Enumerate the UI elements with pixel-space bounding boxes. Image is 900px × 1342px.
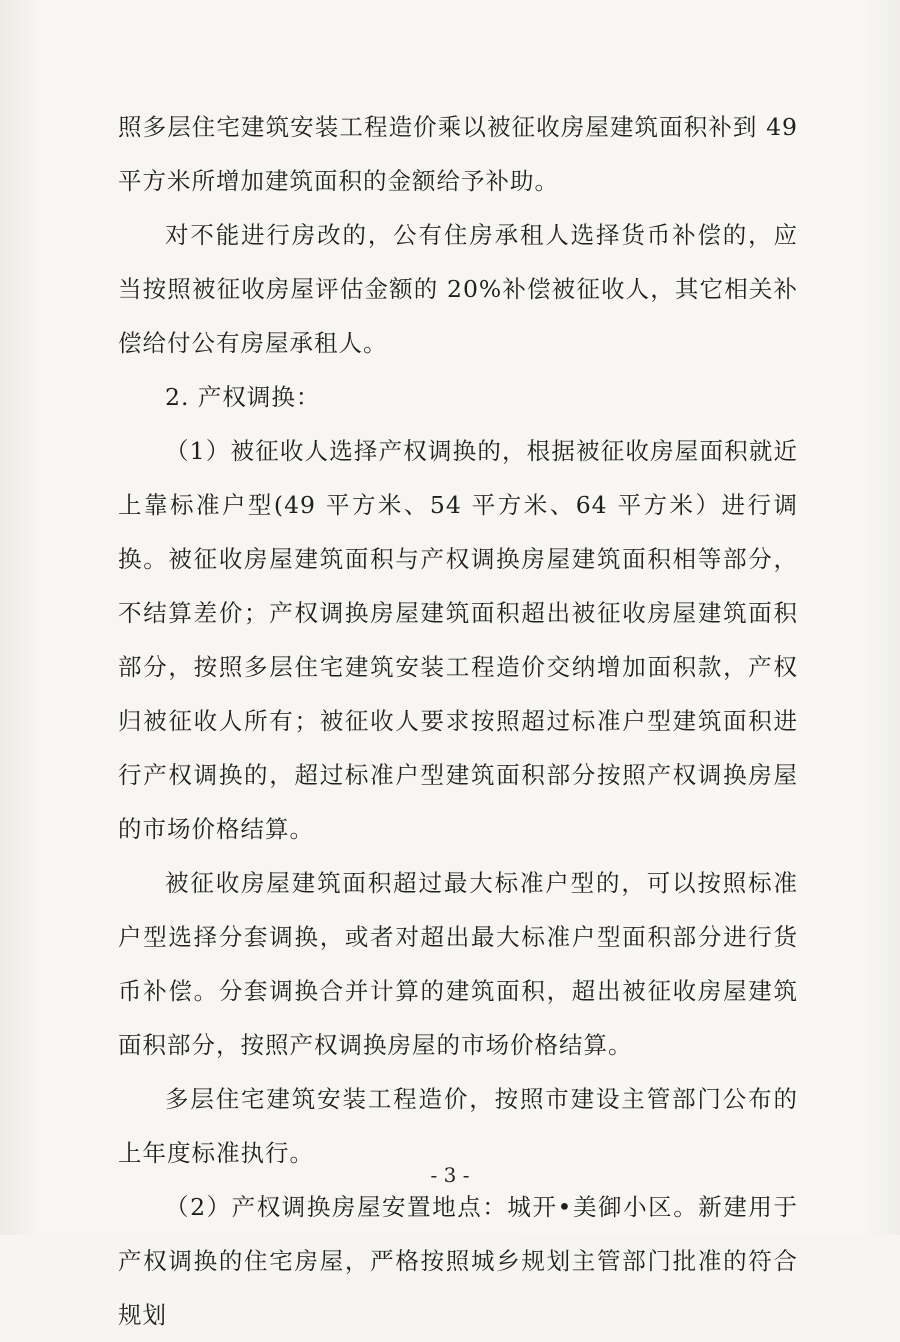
paragraph-exchange-item-2: （2）产权调换房屋安置地点：城开•美御小区。新建用于产权调换的住宅房屋，严格按照城乡规划主管部门批准的符合规划 [118, 1193, 798, 1329]
section-heading-property-exchange: 2. 产权调换： [165, 383, 321, 411]
document-body [118, 100, 798, 1342]
paragraph-exceeding-max-unit: 被征收房屋建筑面积超过最大标准户型的，可以按照标准户型选择分套调换，或者对超出最大标准户型面积部分进行货币补偿。分套调换合并计算的建筑面积，超出被征收房屋建筑面积部分，按照产权调换房屋的市场价格结算。 [118, 869, 798, 1059]
paragraph-construction-cost: 多层住宅建筑安装工程造价，按照市建设主管部门公布的上年度标准执行。 [118, 1085, 798, 1167]
paragraph-continuation: 照多层住宅建筑安装工程造价乘以被征收房屋建筑面积补到 49 平方米所增加建筑面积的金额给予补助。 [118, 113, 798, 195]
paragraph-public-housing-compensation: 对不能进行房改的，公有住房承租人选择货币补偿的，应当按照被征收房屋评估金额的 20%补偿被征收人，其它相关补偿给付公有房屋承租人。 [118, 221, 798, 357]
page-number: - 3 - [430, 1163, 470, 1187]
paragraph-exchange-item-1: （1）被征收人选择产权调换的，根据被征收房屋面积就近上靠标准户型(49 平方米、54 平方米、64 平方米）进行调换。被征收房屋建筑面积与产权调换房屋建筑面积相等部分，不结算差价；产权调换房屋建筑面积超出被征收房屋建筑面积部分，按照多层住宅建筑安装工程造价交纳增加面积款，产权归被征收人所有；被征收人要求按照超过标准户型建筑面积进行产权调换的，超过标准户型建筑面积部分按照产权调换房屋的市场价格结算。 [118, 437, 798, 843]
